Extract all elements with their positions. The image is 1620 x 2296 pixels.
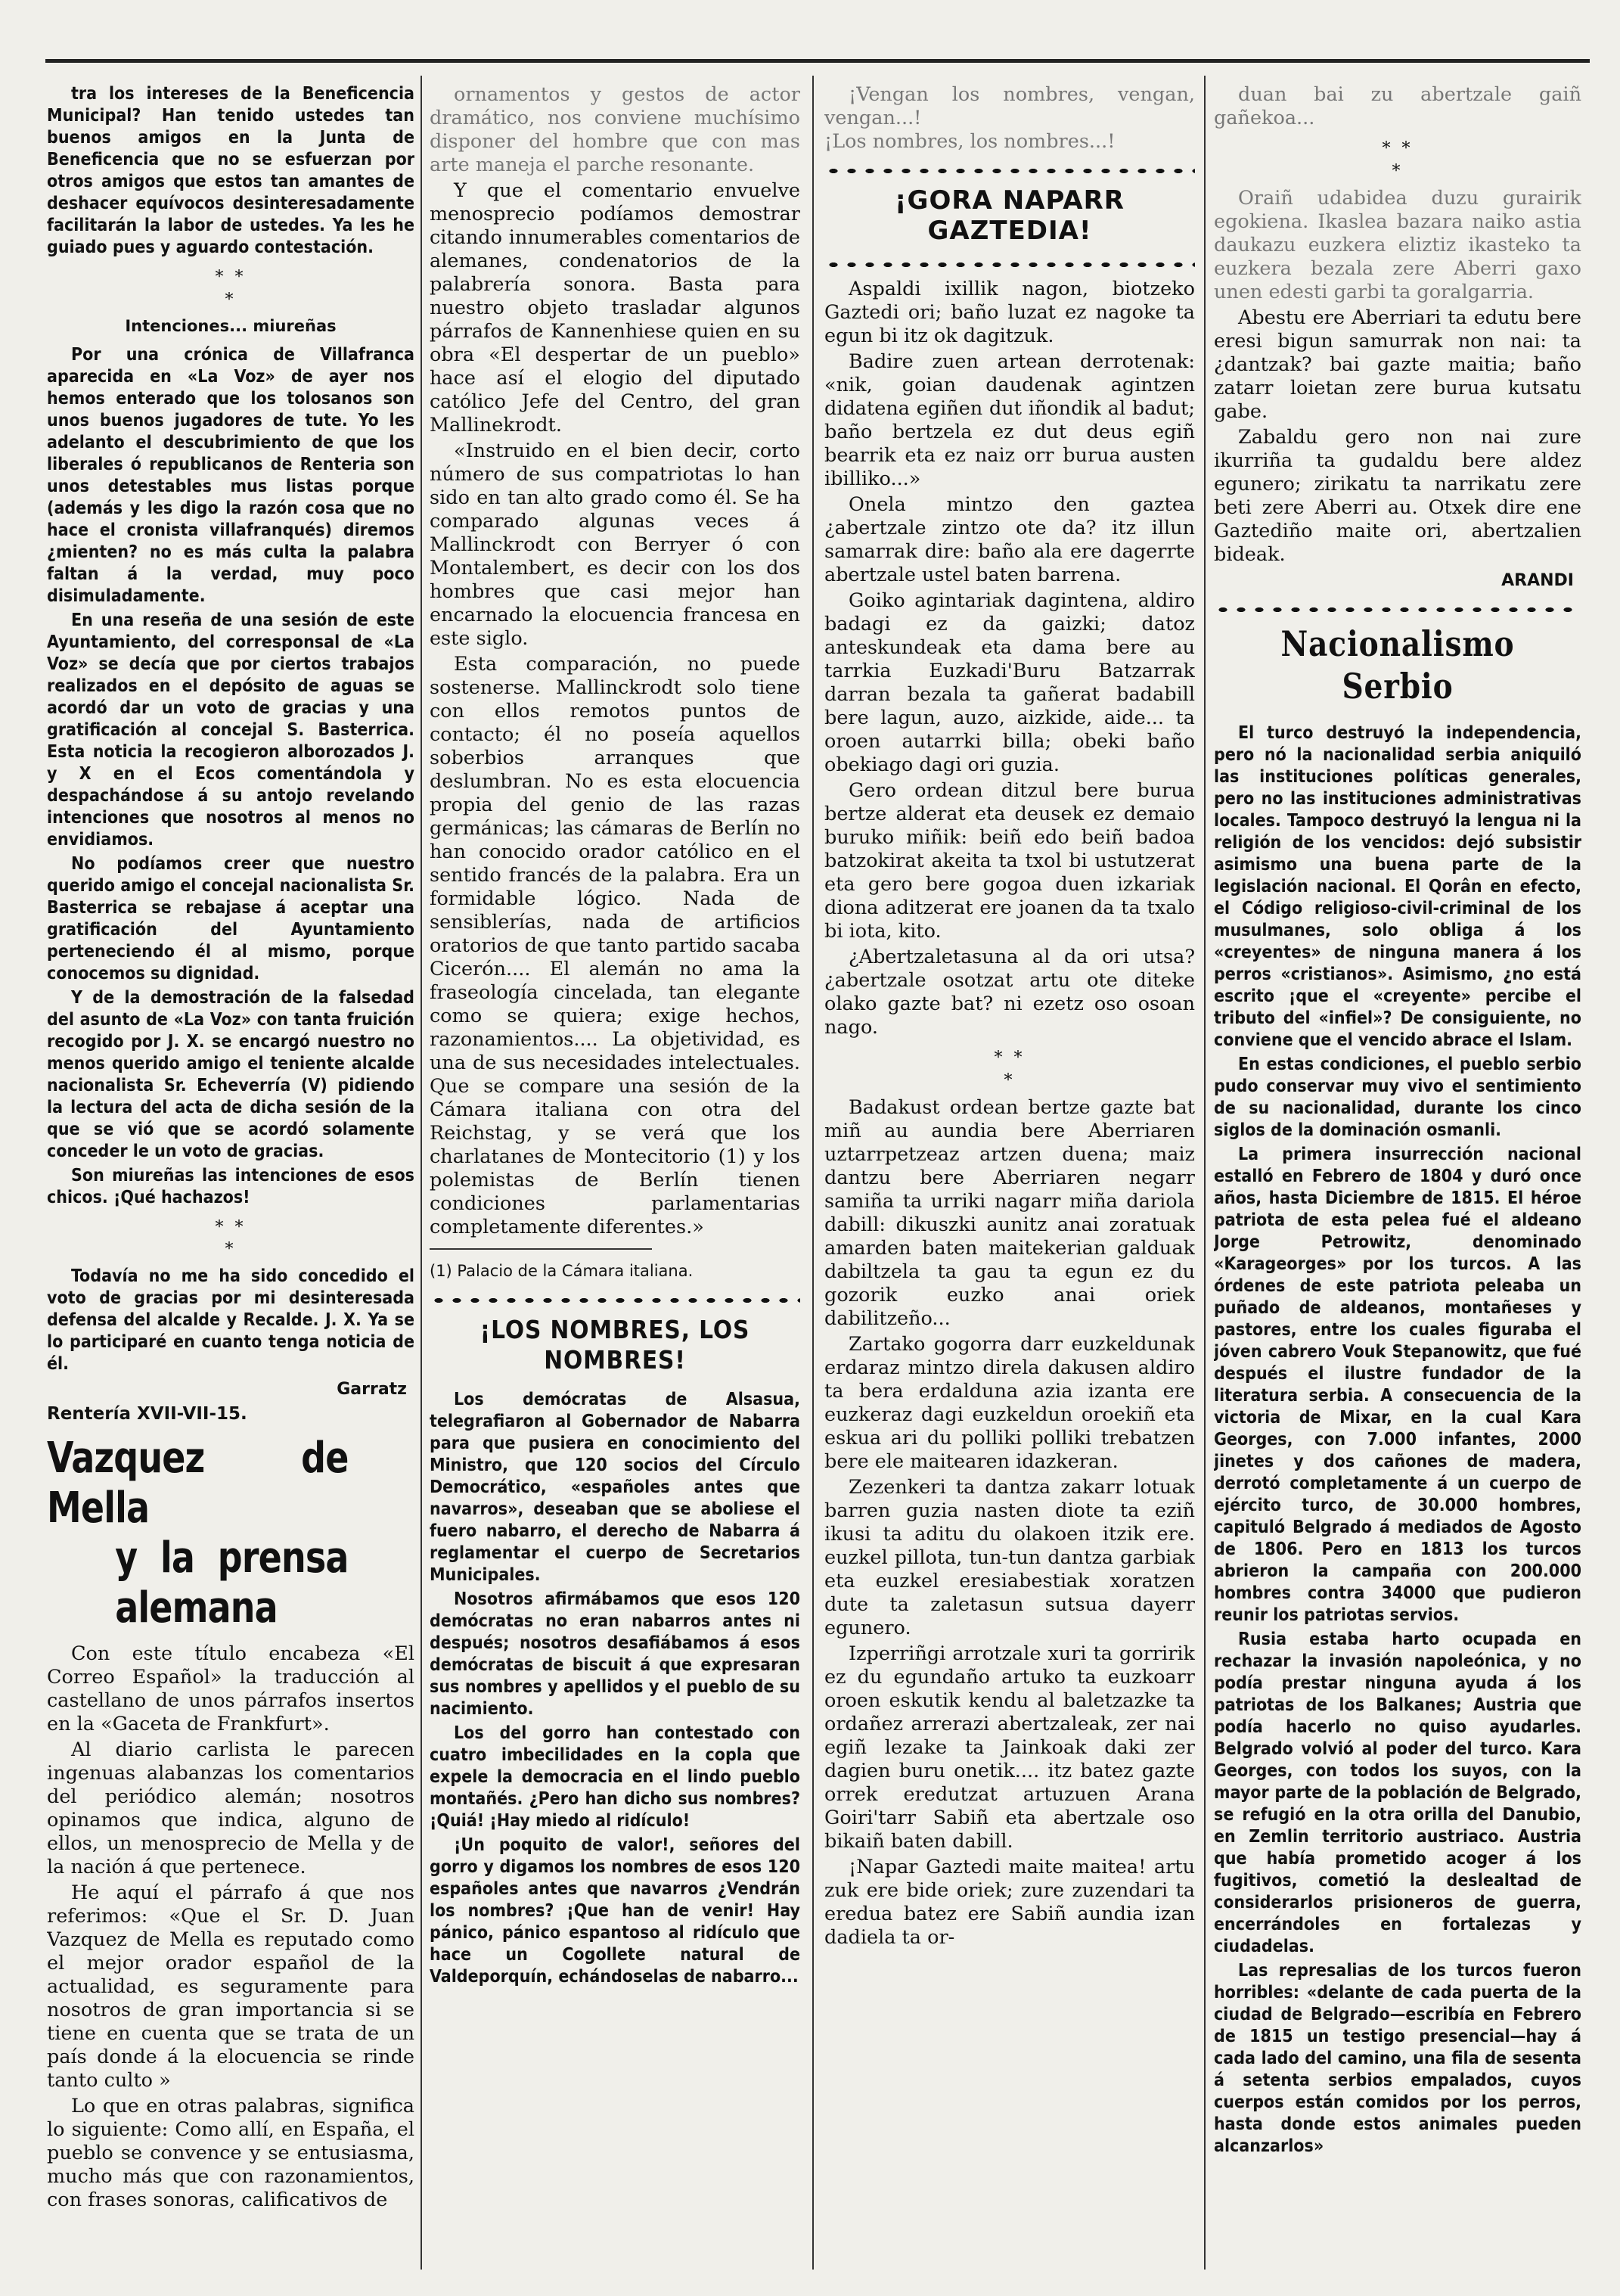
dateline: Rentería XVII-VII-15. [47, 1404, 247, 1424]
paragraph: Todavía no me ha sido concedido el voto de gracias por mi desinteresada defensa del alcalde y Recalde. J. X. Ya se lo participaré en cuanto tenga noticia de él. [47, 1266, 414, 1374]
ornamental-divider [1214, 604, 1581, 615]
footnote-rule [430, 1248, 652, 1250]
paragraph: Los demócratas de Alsasua, telegrafiaron al Gobernador de Nabarra para que pusiera en conocimiento del Ministro, que 120 socios del Círculo Democrático, «españoles antes que navarros», deseaban que se aboliese el fuero nabarro, el derecho de Nabarra á reglamentar el cuerpo de Secretarios Municipales. [430, 1389, 800, 1585]
footnote: (1) Palacio de la Cámara italiana. [430, 1262, 694, 1280]
asterism: * * * [215, 268, 247, 309]
paragraph: ornamentos y gestos de actor dramático, nos conviene muchísimo disponer del hombre que con mas arte maneja el parche resonante. [430, 83, 800, 176]
paragraph: ¡Vengan los nombres, vengan, vengan...! ¡Los nombres, los nombres...! [824, 83, 1195, 153]
ornamental-divider [824, 259, 1195, 270]
paragraph: Aspaldi ixillik nagon, biotzeko Gaztedi ori; baño luzat ez nagoke ta egun bi itz ok dagitzuk. [824, 278, 1195, 347]
paragraph: La primera insurrección nacional estalló en Febrero de 1804 y duró once años, hasta Diciembre de 1815. El héroe patriota de esta pelea fué el aldeano Jorge Petrowitz, denominado «Karageorges» por los turcos. A las órdenes de este patriota peleaba un puñado de aldeanos, montañeses y pastores, entre los cuales figuraba el jóven cabrero Vouk Stepanowitz, que fué después el ilustre fundador de la literatura serbia. A consecuencia de la victoria de Mixar, en la cual Kara Georges, con 7.000 infantes, 2000 jinetes y dos cañones de madera, derrotó completamente á un cuerpo de ejército turco, de 30.000 hombres, capituló Belgrado á mediados de Agosto de 1806. Pero en 1813 los turcos abrieron la campaña con 200.000 hombres contra 34000 que pudieron reunir los patriotas servios. [1214, 1144, 1581, 1625]
paragraph: No podíamos creer que nuestro querido amigo el concejal nacionalista Sr. Basterrica se rebajase á aceptar una gratificación del Ayuntamiento perteneciendo él al mismo, porque conocemos su dignidad. [47, 853, 414, 983]
paragraph: Gero ordean ditzul bere burua bertze alderat eta deusek ez demaio buruko miñik: beiñ edo beiñ badoa batzokirat akeita ta txol bi ustutzerat eta gero bere gogoa duen izkariak diona aditzerat ere joanen da ta txalo bi iota, kito. [824, 779, 1195, 943]
paragraph: Abestu ere Aberriari ta edutu bere eresi bigun samurrak non nai: ta ¿dantzak? bai gazte maitia; baño zatarr loietan zere burua kutsatu gabe. [1214, 306, 1581, 423]
column-4 [1214, 83, 1581, 2262]
column-2 [430, 83, 800, 2262]
paragraph: ¿Abertzaletasuna al da ori utsa? ¿abertzale osotzat artu ote diteke olako gazte bat? ni ezetz oso osoan nago. [824, 946, 1195, 1039]
paragraph: Y de la demostración de la falsedad del asunto de «La Voz» con tanta fruición recogido por J. X. se encargó nuestro no menos querido amigo el teniente alcalde nacionalista Sr. Echeverría (V) pidiendo la lectura del acta de dicha sesión de la que se vió que se acordó solamente conceder le un voto de gracias. [47, 987, 414, 1161]
paragraph: Son miureñas las intenciones de esos chicos. ¡Qué hachazos! [47, 1165, 414, 1207]
paragraph: Zabaldu gero non nai zure ikurriña ta gudaldu bere aldez egunero; zirikatu ta narrikatu zere beti zere Aberri au. Otxek dire ene Gaztediño maite ori, abertzalien bideak. [1214, 426, 1581, 566]
asterism: * * * [215, 1217, 247, 1259]
paragraph: He aquí el párrafo á que nos referimos: «Que el Sr. D. Juan Vazquez de Mella es reputado como el mejor orador español de la actualidad, es seguramente para nosotros de gran importancia si se tiene en cuenta que se trata de un país donde á la elocuencia se rinde tanto culto » [47, 1881, 414, 2092]
paragraph: Y que el comentario envuelve menosprecio podíamos demostrar citando innumerables comentarios de alemanes, condenatorios de la palabrería sonora. Basta para nuestro objeto trasladar algunos párrafos de Kannenhiese quien en su obra «El despertar de un pueblo» hace así el elogio del diputado católico Jefe del Centro, del gran Mallinekrodt. [430, 179, 800, 437]
paragraph: Las represalias de los turcos fueron horribles: «delante de cada puerta de la ciudad de Belgrado—escribía en Febrero de 1815 un testigo presencial—hay á cada lado del camino, una fila de sesenta á setenta serbios empalados, cuyos cuerpos están comidos por los perros, hasta donde estos animales pueden alcanzarlos» [1214, 1960, 1581, 2156]
headline-line-2: y la prensa alemana [115, 1533, 349, 1633]
paragraph: Por una crónica de Villafranca aparecida en «La Voz» de ayer nos hemos enterado que los tolosanos son unos buenos jugadores de tute. Yo les adelanto el descubrimiento de que los liberales ó republicanos de Renteria son unos detestables mus listas porque (además y les digo la razón cosa que no hace el cronista villafranqués) diremos ¿mienten? no es más culta la palabra faltan á la verdad, muy poco disimuladamente. [47, 344, 414, 606]
paragraph: Onela mintzo den gaztea ¿abertzale zintzo ote da? itz illun samarrak dire: baño ala ere dagerrte abertzale ustel baten barrena. [824, 493, 1195, 586]
paragraph: En estas condiciones, el pueblo serbio pudo conservar muy vivo el sentimiento de su nacionalidad, durante los cinco siglos de la dominación osmanli. [1214, 1054, 1581, 1140]
asterism: * * * [1382, 139, 1414, 181]
paragraph: ¡Un poquito de valor!, señores del gorro y digamos los nombres de esos 120 españoles antes que navarros ¿Vendrán los nombres? ¡Que han de venir! Hay pánico, pánico espantoso al ridículo que hace un Cogollete natural de Valdeporquín, echándoselas de nabarro... [430, 1835, 800, 1987]
article-headline: ¡LOS NOMBRES, LOS NOMBRES! [479, 1314, 750, 1375]
paragraph: Nosotros afirmábamos que esos 120 demócratas no eran nabarros antes ni después; nosotros desafiábamos á esos demócratas de biscuit á que expresaran sus nombres y apellidos y el pueblo de su nacimiento. [430, 1589, 800, 1719]
article-headline [47, 1434, 349, 1633]
paragraph: Rusia estaba harto ocupada en rechazar la invasión napoleónica, y no podía prestar ninguna ayuda á los patriotas de los Balkanes; Austria que podía hacerlo no quiso ayudarles. Belgrado volvió al poder del turco. Kara Georges, con todos los suyos, con la mayor parte de la población de Belgrado, se refugió en la otra orilla del Danubio, en Zemlin territorio austriaco. Austria que había prometido acoger á los fugitivos, cometió la deslealtad de considerarlos prisioneros de guerra, encerrándoles en fortalezas y ciudadelas. [1214, 1629, 1581, 1956]
asterism: * * * [994, 1049, 1026, 1090]
paragraph: Con este título encabeza «El Correo Español» la traducción al castellano de unos párrafos insertos en la «Gaceta de Frankfurt». [47, 1642, 414, 1735]
paragraph: En una reseña de una sesión de este Ayuntamiento, del corresponsal de «La Voz» se decía que por ciertos trabajos realizados en el depósito de aguas se acordó dar un voto de gracias y una gratificación al concejal S. Basterrica. Esta noticia la recogieron alborozados J. y X en el Ecos comentándola y despachándose á su antojo revelando intenciones que nosotros al menos no envidiamos. [47, 610, 414, 850]
paragraph: Los del gorro han contestado con cuatro imbecilidades en la copla que expele la democracia en el lindo pueblo montañés. ¿Pero han dicho sus nombres? ¡Quiá! ¡Hay miedo al ridículo! [430, 1723, 800, 1831]
top-rule [45, 59, 1590, 63]
column-3 [824, 83, 1195, 2262]
paragraph: Badakust ordean bertze gazte bat miñ au aundia bere Aberriaren uztarrpetzeaz artzen duena; maiz dantzu bere Aberriaren negarr samiña ta urriki nagarr miña dariola dabill: dikuszki aunitz anai zoratuak amarden baten maitekerian galduak dabiltzela ta gau ta egun ez du gozorik euzko anai oriek dabilitzeño... [824, 1096, 1195, 1330]
column-1 [47, 83, 414, 2270]
paragraph: Al diario carlista le parecen ingenuas alabanzas los comentarios del periódico alemán; nosotros opinamos que indica, alguno de ellos, un menosprecio de Mella y de la nación á que pertenece. [47, 1738, 414, 1878]
column-rule [1204, 76, 1206, 2270]
paragraph: tra los intereses de la Beneficencia Municipal? Han tenido ustedes tan buenos amigos en la Junta de Beneficencia que no se esfuerzan por otros amigos que estos tan amantes de deshacer equívocos desinteresadamente facilitarán la labor de ustedes. Ya les he guiado pues y aguardo contestación. [47, 84, 414, 257]
paragraph: El turco destruyó la independencia, pero nó la nacionalidad serbia aniquiló las instituciones políticas generales, pero no las instituciones administrativas locales. Tampoco destruyó la lengua ni la religión de los vencidos: dejó subsistir asimismo una buena parte de la legislación nacional. El Qorân en efecto, el Código religioso-civil-criminal de los musulmanes, solo obliga á los «creyentes» de ninguna manera á los perros «cristianos». Asimismo, ¿no está escrito ¡que el «creyente» percibe el tributo del «infiel»? De consiguiente, no conviene que el vencido abrace el Islam. [1214, 722, 1581, 1050]
ornamental-divider [430, 1295, 800, 1306]
signature: ARANDI [1501, 571, 1574, 590]
paragraph: Esta comparación, no puede sostenerse. Mallinckrodt solo tiene con ellos remotos puntos de contacto; él no poseía aquellos soberbios arranques que deslumbran. No es esta elocuencia propia del genio de las razas germánicas; las cámaras de Berlín no han conocido orador católico en el sentido francés de la palabra. Era un formidable lógico. Nada de sensiblerías, nada de artificios oratorios de que tanto partido sacaba Cicerón.... El alemán no ama la fraseología cincelada, tan elegante como se quiera; exige hechos, razonamientos.... La objetividad, es una de sus necesidades intelectuales. Que se compare una sesión de la Cámara italiana con otra del Reichstag, y se verá que los charlatanes de Montecitorio (1) y los polemistas de Berlín tienen condiciones parlamentarias completamente diferentes.» [430, 653, 800, 1238]
paragraph: Badire zuen artean derrotenak: «nik, goian daudenak agintzen didatena egiñen dut iñondik al badut; baño bertzela ez dut deus egiñ bearrik eta ez naiz orr burua austen ibilliko...» [824, 350, 1195, 490]
paragraph: ¡Napar Gaztedi maite maitea! artu zuk ere bide oriek; zure zuzendari ta eredua batez ere Sabiñ aundia izan dadiela ta or- [824, 1856, 1195, 1949]
column-rule [421, 76, 422, 2270]
paragraph: Zartako gogorra darr euzkeldunak erdaraz mintzo direla dakusen aldiro ta bera erdalduna azia izanta ere euzkeraz dagi euzkeldun oroekiñ eta eskua ari du polliki polliki trebatzen bere ele maitearen idazkeran. [824, 1333, 1195, 1473]
article-headline: ¡GORA NAPARR GAZTEDIA! [895, 185, 1125, 246]
paragraph: duan bai zu abertzale gaiñ gañekoa... [1214, 83, 1581, 129]
paragraph: «Instruido en el bien decir, corto número de sus compatriotas lo han sido en tan alto grado como él. Se ha comparado algunas veces á Mallinckrodt con Berryer ó con Montalembert, es decir con los dos hombres que casi mejor han encarnado la elocuencia francesa en este siglo. [430, 440, 800, 650]
paragraph: Zezenkeri ta dantza zakarr lotuak barren guzia nasten diote ta eziñ ikusi ta aditu du olakoen itzik ere. euzkel pillota, tun-tun dantza garbiak eta euzkel eresiabestiak xoratzen dute ta zaletasun sutsua dayerr egunero. [824, 1476, 1195, 1639]
article-headline: Nacionalismo Serbio [1280, 623, 1515, 707]
column-rule [812, 76, 814, 2270]
signature: Garratz [337, 1379, 407, 1399]
section-subtitle: Intenciones... miureñas [125, 317, 337, 335]
paragraph: Oraiñ udabidea duzu gurairik egokiena. Ikaslea bazara naiko astia daukazu euzkera eliztiz ikasteko ta euzkera bezala zere Aberri gaxo unen edesti garbi ta goralgarria. [1214, 187, 1581, 303]
ornamental-divider [824, 166, 1195, 176]
paragraph: Izperriñgi arrotzale xuri ta gorririk ez du egundaño artuko ta euzkoarr oroen eskutik kendu al baletzazke ta ordañez arrerazi abertzaleak, zer nai egiñ lezake ta Jainkoak daki zer dagien buru onetik.... itz batez gazte orrek eredutzat artuzuen Arana Goiri'tarr Sabiñ eta abertzale oso bikaiñ baten dabill. [824, 1642, 1195, 1853]
headline-line-1: Vazquez de Mella [47, 1433, 349, 1533]
paragraph: Lo que en otras palabras, significa lo siguiente: Como allí, en España, el pueblo se convence y se entusiasma, mucho más que con razonamientos, con frases sonoras, calificativos de [47, 2094, 414, 2211]
paragraph: Goiko agintariak dagintena, aldiro badagi ez da gaizki; datoz anteskundeak eta dama bere au tarrkia Euzkadi'Buru Batzarrak darran bezala ta gañerat badabill bere lagun, auzo, aizkide, aide... ta oroen autarrki billa; obeki baño obekiago dagi ori guzia. [824, 589, 1195, 776]
